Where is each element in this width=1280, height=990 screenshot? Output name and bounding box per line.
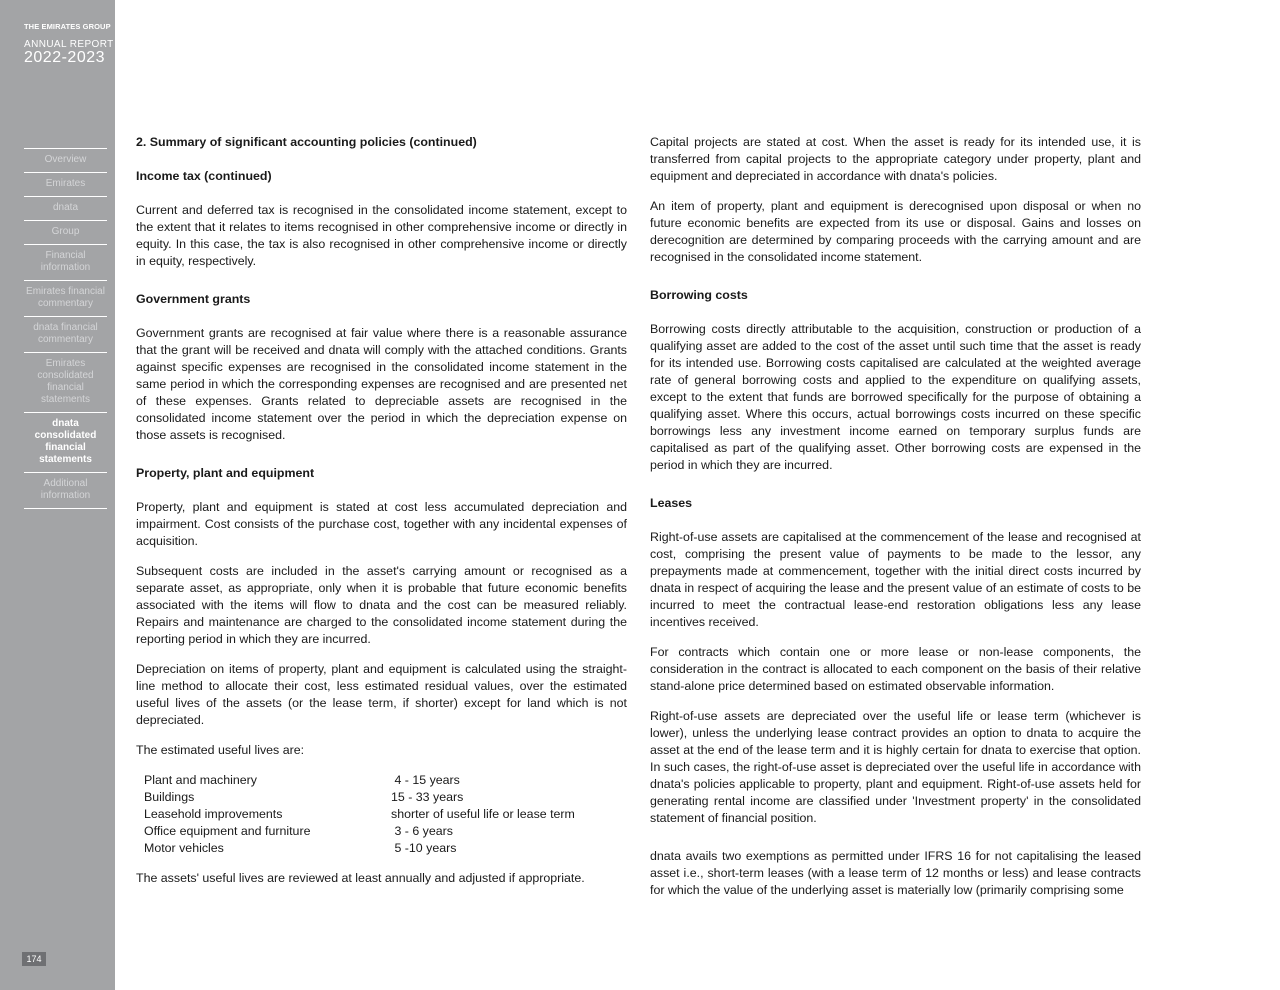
grants-paragraph: Government grants are recognised at fair value where there is a reasonable assurance that the grant will be received and dnata will comply with the attached conditions. Grants against specific expenses are recognised in the consolidated income statement in the same period in which the corresponding expenses are recognised and are presented net of these expenses. Grants related to depreciable assets are recognised in the consolidated income statement over the period in which the depreciation expense on those assets is recognised. <box>136 326 627 442</box>
borrowing-costs-paragraph: Borrowing costs directly attributable to the acquisition, construction or production of a qualifying asset are added to the cost of the asset until such time that the asset is ready for its intended use. Borrowing costs capitalised are calculated at the weighted average rate of general borrowing costs and applied to the expenditure on qualifying assets, except to the extent that funds are borrowed specifically for the purpose of obtaining a qualifying asset. Where this occurs, actual borrowings costs incurred on these specific borrowings less any investment income earned on temporary surplus funds are capitalised as part of the qualifying asset. Other borrowing costs are expensed in the period in which they are incurred. <box>650 322 1141 472</box>
asset-class: Plant and machinery <box>144 773 257 787</box>
table-row <box>144 789 575 806</box>
leases-paragraph-4: dnata avails two exemptions as permitted under IFRS 16 for not capitalising the leased asset i.e., short-term leases (with a lease term of 12 months or less) and lease contracts for which the value of the underlying asset is materially low (primarily comprising some <box>650 849 1141 897</box>
ppe-paragraph-1: Property, plant and equipment is stated at cost less accumulated depreciation and impairment. Cost consists of the purchase cost, together with any incidental expenses of acquisition. <box>136 500 627 548</box>
report-label: ANNUAL REPORT <box>24 39 114 50</box>
leases-heading: Leases <box>650 496 693 510</box>
nav-item-dnata[interactable]: dnata <box>24 196 107 220</box>
ppe-heading: Property, plant and equipment <box>136 466 315 480</box>
useful-lives-review: The assets' useful lives are reviewed at least annually and adjusted if appropriate. <box>136 871 585 885</box>
table-row <box>144 772 575 789</box>
useful-life: 5 -10 years <box>391 841 457 855</box>
report-years: 2022-2023 <box>24 49 106 66</box>
useful-life: shorter of useful life or lease term <box>391 807 575 821</box>
asset-class: Buildings <box>144 790 195 804</box>
income-tax-paragraph: Current and deferred tax is recognised in the consolidated income statement, except to the extent that it relates to items recognised in other comprehensive income or directly in equity. In this case, the tax is also recognised in other comprehensive income or directly in equity, respectively. <box>136 203 627 268</box>
nav-item-dnata-financial-commentary[interactable]: dnata financial commentary <box>24 316 107 352</box>
useful-lives-table <box>144 772 575 857</box>
nav-item-additional-information[interactable]: Additional information <box>24 472 107 509</box>
sidebar <box>0 0 115 990</box>
nav-item-financial-information[interactable]: Financial information <box>24 244 107 280</box>
nav-item-group[interactable]: Group <box>24 220 107 244</box>
page-number: 174 <box>22 952 46 966</box>
right-column <box>650 134 1141 912</box>
table-row <box>144 823 575 840</box>
ppe-paragraph-3: Depreciation on items of property, plant and equipment is calculated using the straight-line method to allocate their cost, less estimated residual values, over the estimated useful lives of the assets (or the lease term, if shorter) except for land which is not depreciated. <box>136 662 627 727</box>
nav-item-dnata-consolidated-statements[interactable]: dnata consolidated financial statements <box>24 412 107 472</box>
brand-block <box>24 22 114 66</box>
leases-paragraph-2: For contracts which contain one or more lease or non-lease components, the consideration in the contract is allocated to each component on the basis of their relative stand-alone price determined based on estimated observable information. <box>650 645 1141 693</box>
useful-life: 4 - 15 years <box>391 773 460 787</box>
table-row <box>144 840 575 857</box>
asset-class: Office equipment and furniture <box>144 824 311 838</box>
nav-item-emirates-financial-commentary[interactable]: Emirates financial commentary <box>24 280 107 316</box>
grants-heading: Government grants <box>136 292 251 306</box>
leases-paragraph-1: Right-of-use assets are capitalised at the commencement of the lease and recognised at cost, comprising the present value of payments to be made to the lessor, any prepayments made at commencement, together with the initial direct costs incurred by dnata in respect of acquiring the lease and the present value of an estimate of costs to be incurred to meet the contractual lease-end restoration obligations less any lease incentives received. <box>650 530 1141 629</box>
sidebar-nav <box>24 148 107 509</box>
useful-life: 15 - 33 years <box>391 790 464 804</box>
asset-class: Motor vehicles <box>144 841 224 855</box>
ppe-paragraph-2: Subsequent costs are included in the asset's carrying amount or recognised as a separate asset, as appropriate, only when it is probable that future economic benefits associated with the items will flow to dnata and the cost can be measured reliably. Repairs and maintenance are charged to the consolidated income statement during the reporting period in which they are incurred. <box>136 564 627 646</box>
nav-item-emirates-consolidated-statements[interactable]: Emirates consolidated financial statements <box>24 352 107 412</box>
section-title: 2. Summary of significant accounting policies (continued) <box>136 135 477 149</box>
table-row <box>144 806 575 823</box>
income-tax-heading: Income tax (continued) <box>136 169 272 183</box>
asset-class: Leasehold improvements <box>144 807 283 821</box>
nav-item-overview[interactable]: Overview <box>24 148 107 172</box>
left-column <box>136 134 627 900</box>
borrowing-costs-heading: Borrowing costs <box>650 288 748 302</box>
useful-lives-intro: The estimated useful lives are: <box>136 743 305 757</box>
useful-life: 3 - 6 years <box>391 824 453 838</box>
group-name: THE EMIRATES GROUP <box>24 22 111 31</box>
leases-paragraph-3: Right-of-use assets are depreciated over the useful life or lease term (whichever is lower), unless the underlying lease contract provides an option to dnata to acquire the asset at the end of the lease term and it is highly certain for dnata to exercise that option. In such cases, the right-of-use asset is depreciated over the useful life in accordance with dnata's policies applicable to property, plant and equipment. Right-of-use assets held for generating rental income are classified under 'Investment property' in the consolidated statement of financial position. <box>650 709 1141 825</box>
capital-projects-paragraph: Capital projects are stated at cost. When the asset is ready for its intended use, it is transferred from capital projects to the appropriate category under property, plant and equipment and depreciated in accordance with dnata's policies. <box>650 135 1141 183</box>
derecognition-paragraph: An item of property, plant and equipment is derecognised upon disposal or when no future economic benefits are expected from its use or disposal. Gains and losses on derecognition are determined by comparing proceeds with the carrying amount and are recognised in the consolidated income statement. <box>650 199 1141 264</box>
nav-item-emirates[interactable]: Emirates <box>24 172 107 196</box>
